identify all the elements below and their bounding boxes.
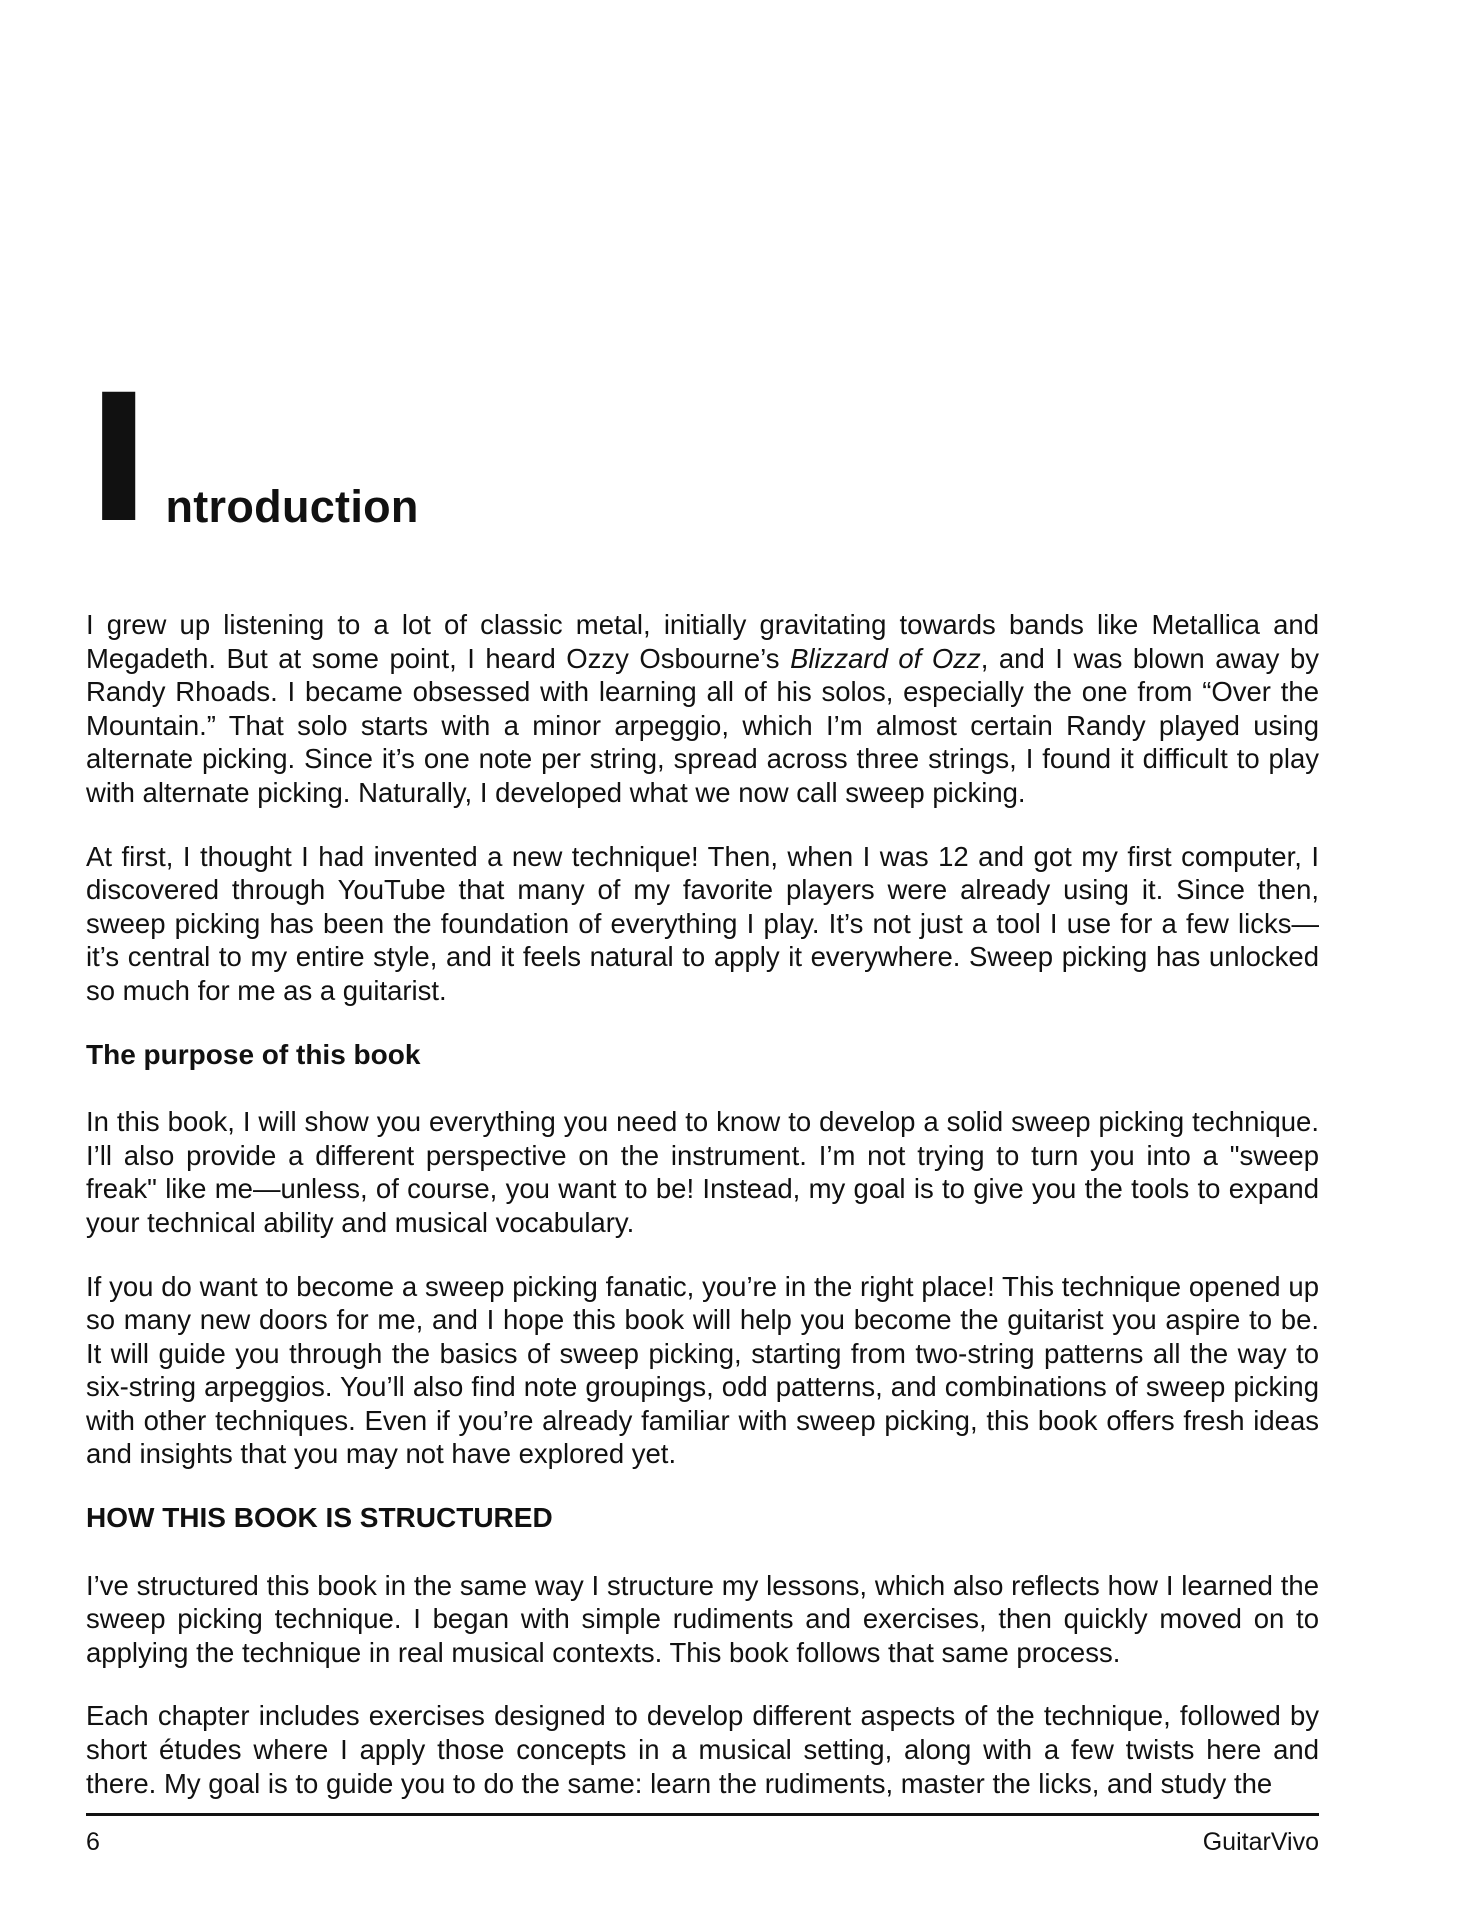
body-text bbox=[86, 608, 1319, 1830]
footer-divider bbox=[86, 1813, 1319, 1816]
paragraph-structure-1: I’ve structured this book in the same way I structure my lessons, which also reflects how I learned the sweep picking technique. I began with simple rudiments and exercises, then quickly moved on to applying the technique in real musical contexts. This book follows that same process. bbox=[86, 1569, 1319, 1668]
brand-name: GuitarVivo bbox=[1202, 1828, 1319, 1856]
paragraph-1-pre: I grew up listening to a lot of classic metal, initially gravitating towards bands like Metallica and Megadeth. But at some point, I heard Ozzy Osbourne’s bbox=[86, 609, 1319, 674]
paragraph-1-post: , and I was blown away by Randy Rhoads. I became obsessed with learning all of his solos, especially the one from “Over the Mountain.” That solo starts with a minor arpeggio, which I’m almost certain Randy played using alternate picking. Since it’s one note per string, spread across three strings, I found it difficult to play with alternate picking. Naturally, I developed what we now call sweep picking. bbox=[86, 642, 1319, 808]
subheading-purpose: The purpose of this book bbox=[86, 1038, 421, 1070]
chapter-title-text: ntroduction bbox=[165, 481, 419, 532]
paragraph-intro-2: At first, I thought I had invented a new technique! Then, when I was 12 and got my first computer, I discovered through YouTube that many of my favorite players were already using it. Since then, sweep picking has been the foundation of everything I play. It’s not just a tool I use for a few licks—it’s central to my entire style, and it feels natural to apply it everywhere. Sweep picking has unlocked so much for me as a guitarist. bbox=[86, 840, 1319, 1006]
drop-cap-letter: I bbox=[86, 356, 152, 562]
page-number: 6 bbox=[86, 1828, 100, 1856]
chapter-title bbox=[86, 356, 419, 562]
page-footer bbox=[86, 1827, 1319, 1857]
subheading-structure: HOW THIS BOOK IS STRUCTURED bbox=[86, 1502, 553, 1534]
paragraph-purpose-1: In this book, I will show you everything you need to know to develop a solid sweep picking technique. I’ll also provide a different perspective on the instrument. I’m not trying to turn you into a "sweep freak" like me—unless, of course, you want to be! Instead, my goal is to give you the tools to expand your technical ability and musical vocabulary. bbox=[86, 1106, 1319, 1238]
paragraph-intro-1 bbox=[86, 608, 1319, 810]
album-title-italic: Blizzard of Ozz bbox=[790, 642, 981, 674]
paragraph-purpose-2: If you do want to become a sweep picking fanatic, you’re in the right place! This technique opened up so many new doors for me, and I hope this book will help you become the guitarist you aspire to be. It will guide you through the basics of sweep picking, starting from two-string patterns all the way to six-string arpeggios. You’ll also find note groupings, odd patterns, and combinations of sweep picking with other techniques. Even if you’re already familiar with sweep picking, this book offers fresh ideas and insights that you may not have explored yet. bbox=[86, 1270, 1319, 1470]
paragraph-structure-2: Each chapter includes exercises designed to develop different aspects of the technique, followed by short études where I apply those concepts in a musical setting, along with a few twists here and there. My goal is to guide you to do the same: learn the rudiments, master the licks, and study the bbox=[86, 1700, 1319, 1799]
